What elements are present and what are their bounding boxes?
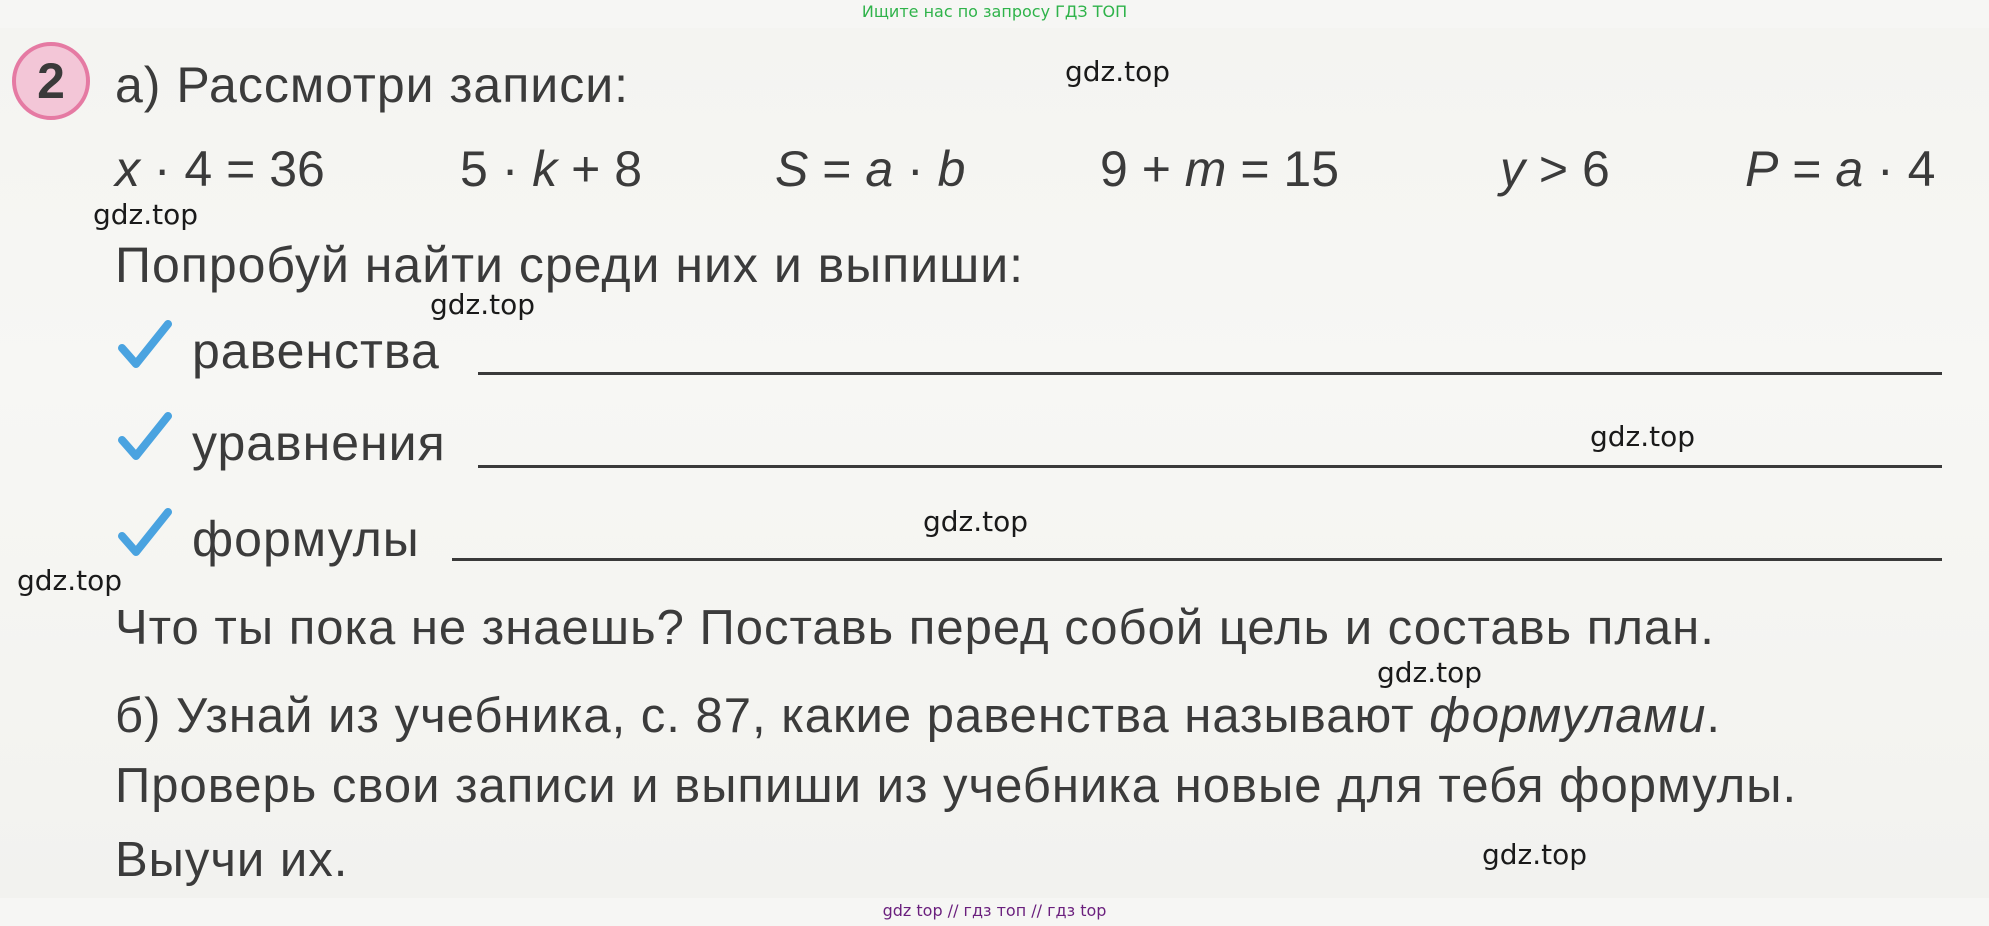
answer-line-equalities[interactable] [478, 372, 1942, 375]
watermark: gdz.top [1065, 55, 1171, 88]
watermark: gdz.top [1377, 656, 1483, 689]
expression-4: 9 + m = 15 [1100, 141, 1340, 197]
task-number-badge [12, 42, 90, 120]
checklist-label-formulas: формулы [192, 511, 420, 567]
part-b-line-3: Выучи их. [115, 833, 349, 887]
checkmark-icon [118, 412, 172, 462]
expression-5: y > 6 [1500, 141, 1610, 197]
watermark: gdz.top [1482, 838, 1588, 871]
watermark: gdz.top [17, 564, 123, 597]
watermark: gdz.top [1590, 420, 1696, 453]
watermark: gdz.top [923, 505, 1029, 538]
expression-2: 5 · k + 8 [460, 141, 643, 197]
watermark: gdz.top [93, 198, 199, 231]
part-b-emphasis: формулами [1429, 689, 1707, 743]
checklist-label-equations: уравнения [192, 415, 446, 471]
answer-line-equations[interactable] [478, 465, 1942, 468]
part-b-line-1 [115, 688, 1721, 744]
checklist-label-equalities: равенства [192, 323, 440, 379]
expression-1: x · 4 = 36 [115, 141, 325, 197]
expression-3: S = a · b [775, 141, 966, 197]
task-number: 2 [37, 53, 65, 109]
part-b-text: б) Узнай из учебника, с. 87, какие равенства называют [115, 689, 1430, 743]
answer-line-formulas[interactable] [452, 558, 1942, 561]
footer-ad[interactable]: gdz top // гдз топ // гдз top [882, 901, 1107, 920]
part-b-line-2: Проверь свои записи и выпиши из учебника новые для тебя формулы. [115, 759, 1798, 813]
goal-question: Что ты пока не знаешь? Поставь перед собой цель и составь план. [115, 601, 1715, 655]
checkmark-icon [118, 508, 172, 558]
part-a-heading: а) Рассмотри записи: [115, 57, 630, 113]
watermark: gdz.top [430, 288, 536, 321]
instruction: Попробуй найти среди них и выпиши: [115, 237, 1025, 293]
part-b-period: . [1706, 689, 1721, 743]
header-ad[interactable]: Ищите нас по запросу ГДЗ ТОП [861, 2, 1128, 21]
checkmark-icon [118, 320, 172, 370]
expression-6: P = a · 4 [1745, 141, 1936, 197]
